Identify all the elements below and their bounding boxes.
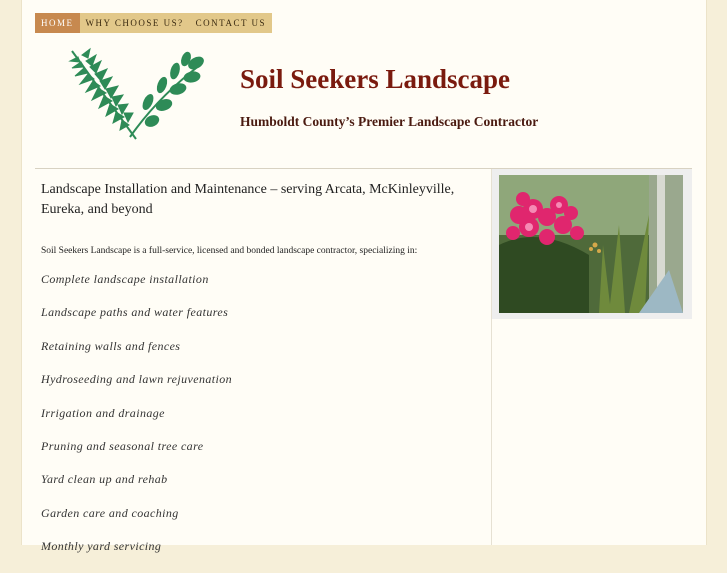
list-item: Landscape paths and water features bbox=[41, 305, 229, 320]
page bbox=[21, 0, 707, 554]
intro-text: Soil Seekers Landscape is a full-service, licensed and bonded landscape contractor, specializing in: bbox=[41, 246, 418, 256]
list-item: Hydroseeding and lawn rejuvenation bbox=[41, 372, 233, 387]
list-item: Retaining walls and fences bbox=[41, 338, 181, 353]
garden-flowers-photo bbox=[499, 175, 683, 313]
list-item: Monthly yard servicing bbox=[41, 539, 162, 554]
nav-item-why-choose-us[interactable]: WHY CHOOSE US? bbox=[85, 18, 184, 28]
main-nav bbox=[35, 13, 272, 33]
services-list bbox=[41, 272, 471, 573]
fern-leaf-icon bbox=[68, 47, 208, 143]
nav-item-home[interactable]: HOME bbox=[35, 13, 80, 33]
list-item: Garden care and coaching bbox=[41, 505, 179, 520]
list-item: Irrigation and drainage bbox=[41, 405, 165, 420]
list-item: Complete landscape installation bbox=[41, 272, 209, 286]
site-title: Soil Seekers Landscape bbox=[240, 64, 511, 94]
main-content bbox=[41, 180, 471, 573]
list-item: Yard clean up and rehab bbox=[41, 472, 168, 487]
list-item: Pruning and seasonal tree care bbox=[41, 438, 204, 453]
site-tagline: Humboldt County’s Premier Landscape Contractor bbox=[240, 114, 539, 129]
lead-heading: Landscape Installation and Maintenance – serving Arcata, McKinleyville, Eureka, and beyond bbox=[41, 182, 455, 217]
nav-item-contact-us[interactable]: CONTACT US bbox=[195, 18, 267, 28]
